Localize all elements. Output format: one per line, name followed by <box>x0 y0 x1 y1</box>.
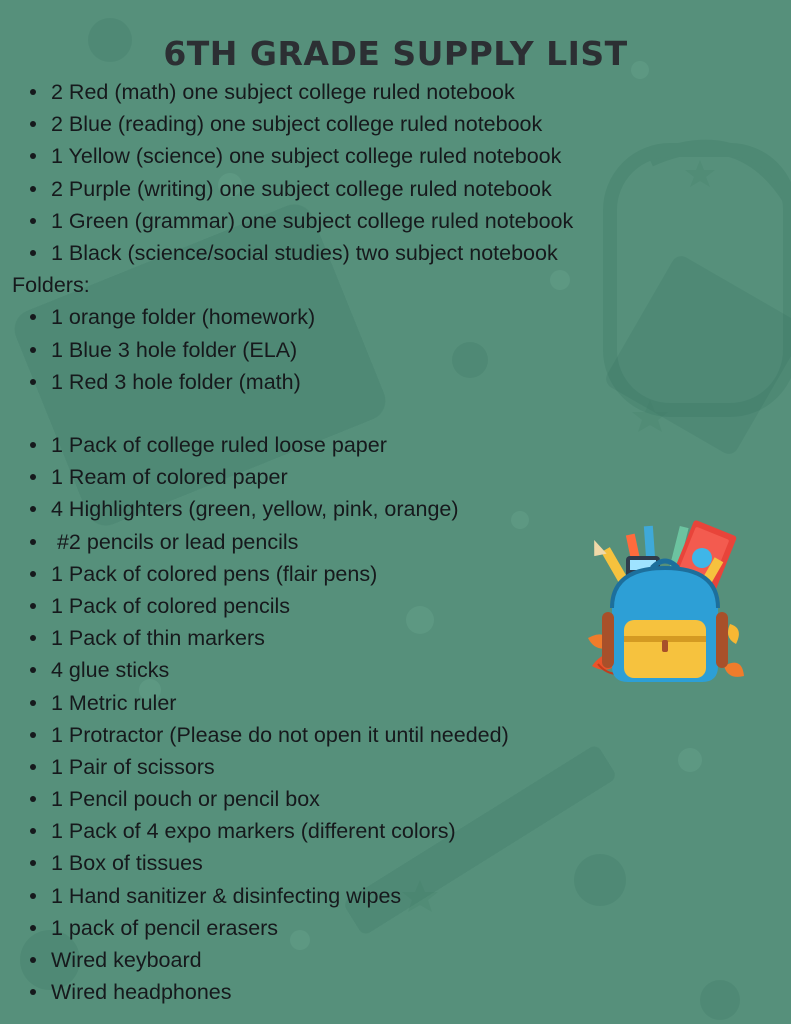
list-item: 1 Red 3 hole folder (math) <box>0 366 315 398</box>
list-item: 1 Pack of thin markers <box>0 622 509 654</box>
list-item: 2 Purple (writing) one subject college ruled notebook <box>0 173 573 205</box>
list-item: 1 Pencil pouch or pencil box <box>0 783 509 815</box>
list-item: 1 Box of tissues <box>0 847 509 879</box>
list-item: 1 Pack of 4 expo markers (different colors) <box>0 815 509 847</box>
list-item: 1 Green (grammar) one subject college ruled notebook <box>0 205 573 237</box>
list-item: 4 Highlighters (green, yellow, pink, orange) <box>0 493 509 525</box>
list-item: 2 Red (math) one subject college ruled notebook <box>0 76 573 108</box>
page-title: 6TH GRADE SUPPLY LIST <box>163 34 628 73</box>
list-item: 4 glue sticks <box>0 654 509 686</box>
list-item: 2 Blue (reading) one subject college ruled notebook <box>0 108 573 140</box>
supply-list <box>0 76 573 269</box>
list-item: 1 Ream of colored paper <box>0 461 509 493</box>
list-item: 1 Blue 3 hole folder (ELA) <box>0 334 315 366</box>
list-item: #2 pencils or lead pencils <box>0 526 509 558</box>
general-supplies-list <box>0 429 509 1008</box>
list-item: 1 Pack of colored pens (flair pens) <box>0 558 509 590</box>
list-item: 1 Metric ruler <box>0 687 509 719</box>
list-item: 1 Hand sanitizer & disinfecting wipes <box>0 880 509 912</box>
backpack-icon <box>584 516 746 688</box>
list-item: 1 Pair of scissors <box>0 751 509 783</box>
list-item: 1 Black (science/social studies) two subject notebook <box>0 237 573 269</box>
list-item: 1 pack of pencil erasers <box>0 912 509 944</box>
list-item: Wired headphones <box>0 976 509 1008</box>
list-item: 1 Pack of college ruled loose paper <box>0 429 509 461</box>
folders-list <box>0 301 315 398</box>
folders-heading: Folders: <box>12 273 90 298</box>
list-item: 1 orange folder (homework) <box>0 301 315 333</box>
list-item: 1 Pack of colored pencils <box>0 590 509 622</box>
list-item: 1 Yellow (science) one subject college ruled notebook <box>0 140 573 172</box>
list-item: Wired keyboard <box>0 944 509 976</box>
list-item: 1 Protractor (Please do not open it until needed) <box>0 719 509 751</box>
